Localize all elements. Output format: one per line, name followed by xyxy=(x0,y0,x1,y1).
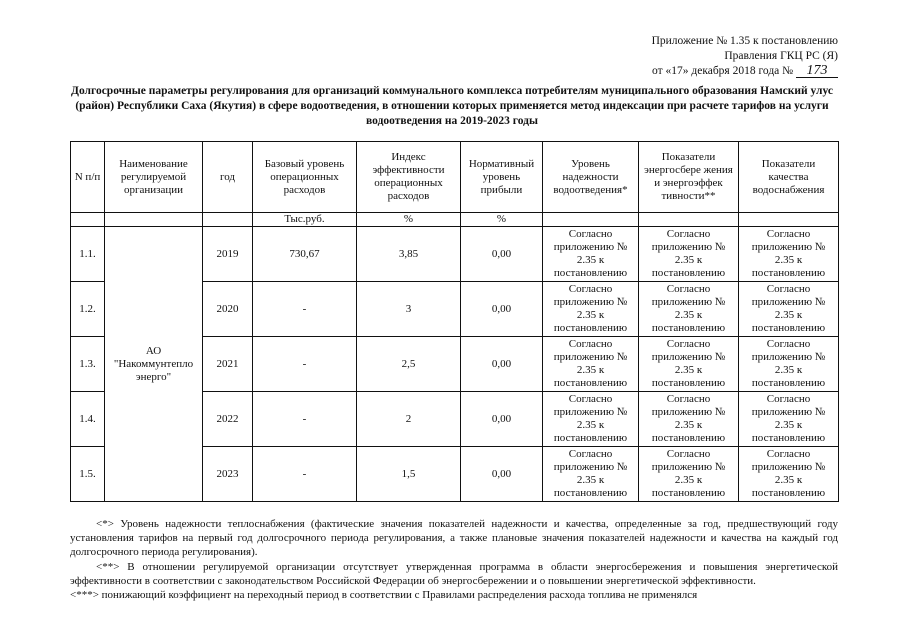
parameters-table xyxy=(70,141,839,502)
cell-num: 1.4. xyxy=(71,392,105,447)
cell-quality: Согласно приложению № 2.35 к постановлению xyxy=(739,447,839,502)
cell-num: 1.3. xyxy=(71,337,105,392)
cell-profit: 0,00 xyxy=(461,282,543,337)
header-energy: Показатели энергосбере жения и энергоэффек тивности** xyxy=(639,142,739,213)
cell-energy: Согласно приложению № 2.35 к постановлению xyxy=(639,227,739,282)
units-empty xyxy=(543,213,639,227)
cell-reliability: Согласно приложению № 2.35 к постановлению xyxy=(543,282,639,337)
cell-quality: Согласно приложению № 2.35 к постановлению xyxy=(739,392,839,447)
cell-base: - xyxy=(253,447,357,502)
footnote-2: <**> В отношении регулируемой организации отсутствует утвержденная программа в области энергосбережения и повышения энергетической эффективности в соответствии с законодательством Российской Федерации об энергосбережении и о повышении энергетической эффективности. xyxy=(70,560,838,587)
cell-base: - xyxy=(253,282,357,337)
header-org: Наименование регулируемой организации xyxy=(105,142,203,213)
cell-energy: Согласно приложению № 2.35 к постановлению xyxy=(639,392,739,447)
cell-reliability: Согласно приложению № 2.35 к постановлению xyxy=(543,447,639,502)
appendix-header xyxy=(652,34,838,79)
appendix-line-3 xyxy=(652,64,838,79)
cell-index: 2 xyxy=(357,392,461,447)
appendix-line-1: Приложение № 1.35 к постановлению xyxy=(651,35,838,47)
cell-profit: 0,00 xyxy=(461,447,543,502)
order-number: 173 xyxy=(796,64,838,78)
cell-base: - xyxy=(253,392,357,447)
table-header-row xyxy=(71,142,839,213)
cell-index: 1,5 xyxy=(357,447,461,502)
cell-num: 1.2. xyxy=(71,282,105,337)
units-empty xyxy=(203,213,253,227)
header-base: Базовый уровень операционных расходов xyxy=(253,142,357,213)
cell-profit: 0,00 xyxy=(461,337,543,392)
cell-index: 3,85 xyxy=(357,227,461,282)
table-row xyxy=(71,227,839,282)
units-empty xyxy=(739,213,839,227)
cell-base: 730,67 xyxy=(253,227,357,282)
cell-year: 2019 xyxy=(203,227,253,282)
header-quality: Показатели качества водоснабжения xyxy=(739,142,839,213)
cell-reliability: Согласно приложению № 2.35 к постановлению xyxy=(543,392,639,447)
units-empty xyxy=(639,213,739,227)
cell-num: 1.5. xyxy=(71,447,105,502)
cell-profit: 0,00 xyxy=(461,227,543,282)
cell-num: 1.1. xyxy=(71,227,105,282)
cell-index: 3 xyxy=(357,282,461,337)
cell-org-name: АО "Накоммунтепло энерго" xyxy=(105,227,203,502)
cell-year: 2020 xyxy=(203,282,253,337)
cell-reliability: Согласно приложению № 2.35 к постановлению xyxy=(543,227,639,282)
header-num: N п/п xyxy=(71,142,105,213)
appendix-line-2: Правления ГКЦ РС (Я) xyxy=(724,50,838,62)
cell-base: - xyxy=(253,337,357,392)
units-empty xyxy=(105,213,203,227)
units-base: Тыс.руб. xyxy=(253,213,357,227)
units-empty xyxy=(71,213,105,227)
footnote-1: <*> Уровень надежности теплоснабжения (фактические значения показателей надежности и качества, определенные за год, предшествующий году установления тарифов на первый год долгосрочного периода регулирования, а также плановые значения показателей надежности и качества на каждый год долгосрочного периода регулирования). xyxy=(70,518,838,559)
header-reliability: Уровень надежности водоотведения* xyxy=(543,142,639,213)
cell-year: 2023 xyxy=(203,447,253,502)
cell-energy: Согласно приложению № 2.35 к постановлению xyxy=(639,447,739,502)
cell-quality: Согласно приложению № 2.35 к постановлению xyxy=(739,282,839,337)
header-index: Индекс эффективности операционных расходов xyxy=(357,142,461,213)
cell-profit: 0,00 xyxy=(461,392,543,447)
units-profit: % xyxy=(461,213,543,227)
document-title: Долгосрочные параметры регулирования для организаций коммунального комплекса потребителям муниципального образования Намский улус (район) Республики Саха (Якутия) в сфере водоотведения, в отношении которых применяется метод индексации при расчете тарифов на услуги водоотведения на 2019-2023 годы xyxy=(71,85,833,127)
units-index: % xyxy=(357,213,461,227)
cell-reliability: Согласно приложению № 2.35 к постановлению xyxy=(543,337,639,392)
cell-quality: Согласно приложению № 2.35 к постановлению xyxy=(739,227,839,282)
table-units-row xyxy=(71,213,839,227)
cell-index: 2,5 xyxy=(357,337,461,392)
cell-year: 2021 xyxy=(203,337,253,392)
header-year: год xyxy=(203,142,253,213)
footnotes xyxy=(70,517,838,602)
cell-energy: Согласно приложению № 2.35 к постановлению xyxy=(639,337,739,392)
appendix-date: от «17» декабря 2018 года № xyxy=(651,65,794,77)
cell-energy: Согласно приложению № 2.35 к постановлению xyxy=(639,282,739,337)
header-profit: Нормативный уровень прибыли xyxy=(461,142,543,213)
cell-quality: Согласно приложению № 2.35 к постановлению xyxy=(739,337,839,392)
footnote-3: <***> понижающий коэффициент на переходный период в соответствии с Правилами распределения расхода топлива не применялся xyxy=(70,589,698,602)
cell-year: 2022 xyxy=(203,392,253,447)
